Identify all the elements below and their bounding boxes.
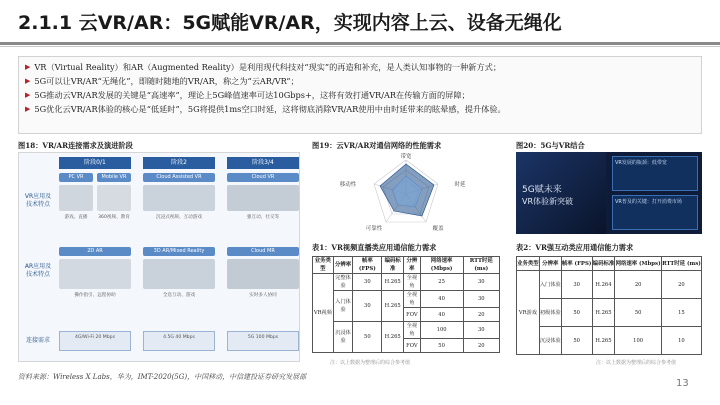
stage-header: 阶段2 [143, 157, 215, 169]
ar-desc: 操作指引、远程协助 [74, 293, 116, 298]
table1 [312, 256, 500, 353]
row-header-conn: 连接需求 [25, 337, 50, 344]
fig19-caption: 图19：云VR/AR对通信网络的性能需求 [312, 141, 442, 150]
radar-chart [312, 152, 500, 234]
conn-demand: 4.5G 40 Mbps [143, 331, 215, 351]
bullet-item: ▶ 5G推动云VR/AR发展的关键是“高速率”，理论上5G峰值速率可达10Gbps+，这将有效打通VR/AR在传输方面的屏障； [25, 90, 470, 100]
arrow-bullet-icon: ▶ [25, 77, 31, 85]
conn-demand: 5G 100 Mbps [227, 331, 299, 351]
vr-desc: 强互动、社交等 [246, 215, 280, 220]
radar-axis-label: 可靠性 [365, 226, 383, 232]
ar-glasses-image [59, 259, 131, 289]
row-header-vr: VR应用及技术特点 [24, 193, 52, 208]
page-title: 2.1.1 云VR/AR：5G赋能VR/AR，实现内容上云、设备无绳化 [18, 12, 562, 34]
table1-footnote: 注：以上数据为整理后的综合参考值 [330, 360, 411, 366]
radar-axis-label: 带宽 [400, 154, 412, 160]
fig20-panel-bottom: VR普及的关键：打开消费市场 [612, 195, 698, 230]
conn-demand: 4G/Wi-Fi 20 Mbps [59, 331, 131, 351]
ar-item-tag: 3D AR/Mixed Reality [143, 247, 215, 256]
table-row: FOV 50 20 [313, 339, 500, 353]
title-divider-thin [0, 46, 720, 47]
bullet-item: ▶ VR（Virtual Reality）和AR（Augmented Reality）是利用现代科技对“现实”的再造和补充，是人类认知事物的一种新方式； [25, 62, 502, 72]
fig18-panel [18, 152, 300, 362]
title-divider [0, 42, 720, 45]
vr-desc: 游戏、直播 [64, 215, 88, 220]
table-row: 沉浸体验 50 H.265 100 10 [517, 327, 702, 355]
vr-headset-image [97, 185, 131, 211]
table-row: 初级体验 50 H.265 50 15 [517, 299, 702, 327]
arrow-bullet-icon: ▶ [25, 63, 31, 71]
row-header-ar: AR应用及技术特点 [24, 263, 52, 278]
vr-desc: 沉浸式视频、互动游戏 [156, 215, 202, 220]
table-row: VR游戏 入门体验 30 H.264 20 20 [517, 271, 702, 299]
table2-footnote: 注：以上数据为整理后的综合参考值 [596, 360, 677, 366]
fig19-panel [312, 152, 500, 234]
table-header-row: 业务类型 分辨率 帧率 (FPS) 编码标准 分辨率 网络速率 (Mbps) RTT时延 (ms) [313, 257, 500, 274]
source-note: 资料来源：Wireless X Labs，华为，IMT-2020(5G)，中国移动，中信建投证券研究发展部 [18, 373, 307, 381]
table-row: FOV 40 20 [313, 308, 500, 322]
vr-headset-image [227, 185, 299, 211]
table1-caption: 表1：VR视频直播类应用通信能力需求 [312, 243, 437, 252]
fig20-title: 5G赋未来 [522, 185, 562, 195]
radar-axis-label: 移动性 [339, 182, 357, 188]
radar-axis-label: 覆盖 [432, 226, 444, 232]
ar-desc: 全息互动、游戏 [162, 293, 196, 298]
vr-item-tag: Cloud VR [227, 173, 299, 182]
ar-glasses-image [227, 259, 299, 289]
fig20-panel-top: VR发展的瓶颈：低带宽 [612, 156, 698, 191]
vr-item-tag: Mobile VR [97, 173, 131, 182]
table-row: VR视频 完整体验 30 H.265 全视角 25 30 [313, 274, 500, 291]
fig20-caption: 图20：5G与VR结合 [516, 141, 585, 150]
stage-header: 阶段3/4 [227, 157, 299, 169]
vr-headset-image [143, 185, 215, 211]
table-row: 沉浸体验 50 H.265 全视角 100 30 [313, 322, 500, 339]
fig18-caption: 图18：VR/AR连接需求及演进阶段 [18, 141, 133, 150]
vr-headset-image [59, 185, 93, 211]
table2-caption: 表2：VR强互动类应用通信能力需求 [516, 243, 634, 252]
stage-header: 阶段0/1 [59, 157, 131, 169]
bullet-item: ▶ 5G优化云VR/AR体验的核心是“低延时”，5G将提供1ms空口时延，这将彻底消除VR/AR使用中由时延带来的眩晕感，提升体验。 [25, 104, 506, 114]
vr-item-tag: Cloud Assisted VR [143, 173, 215, 182]
ar-item-tag: 2D AR [59, 247, 131, 256]
table2 [516, 256, 702, 355]
bullet-item: ▶ 5G可以让VR/AR“无绳化”，即随时随地的VR/AR，称之为“云AR/VR”； [25, 76, 299, 86]
table-header-row: 业务类型 分辨率 帧率 (FPS) 编码标准 网络速率 (Mbps) RTT时延 (ms) [517, 257, 702, 271]
ar-glasses-image [143, 259, 215, 289]
arrow-bullet-icon: ▶ [25, 91, 31, 99]
summary-bullets [18, 56, 702, 134]
ar-desc: 实时多人协同 [249, 293, 277, 298]
fig20-subtitle: VR体验新突破 [522, 197, 574, 206]
fig20-panel [516, 152, 702, 234]
vr-item-tag: PC VR [59, 173, 93, 182]
vr-desc: 360视频、教育 [98, 215, 130, 220]
ar-item-tag: Cloud MR [227, 247, 299, 256]
page-number: 13 [676, 378, 689, 389]
arrow-bullet-icon: ▶ [25, 105, 31, 113]
radar-axis-label: 时延 [454, 182, 466, 188]
table-row: 入门体验 30 H.265 全视角 40 30 [313, 291, 500, 308]
